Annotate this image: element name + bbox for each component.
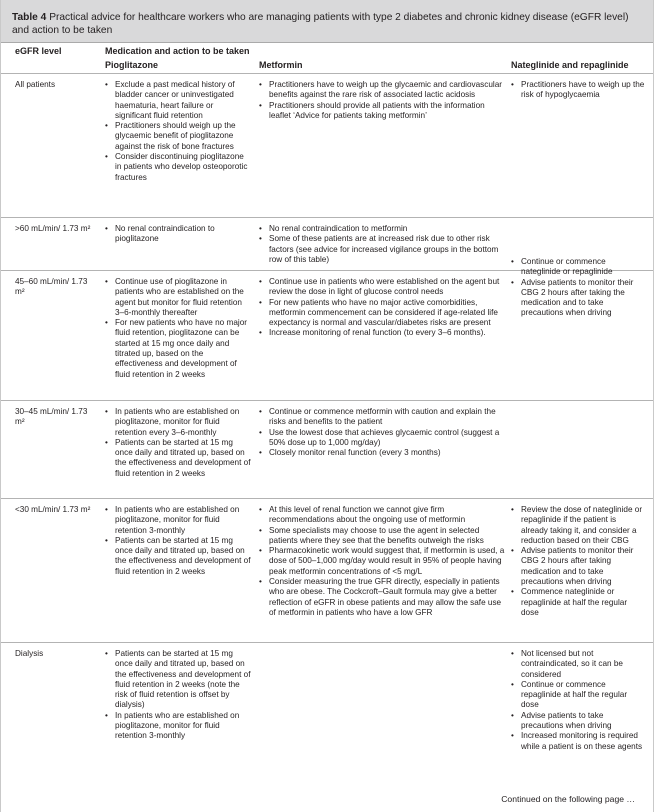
list-item: • Consider measuring the true GFR directly, especially in patients who are obese. The Cockcroft–Gault formula may give a better reflection of eGFR in obese patients and may allow the safe use of metformin in patients who have a low GFR — [259, 577, 505, 618]
list-item: • Continue or commence nateglinide or repaglinide — [511, 257, 645, 278]
metformin-cell — [259, 407, 505, 458]
table-row — [1, 73, 653, 217]
metformin-cell — [259, 277, 505, 339]
table-row — [1, 257, 653, 400]
egfr-level-cell: Dialysis — [15, 649, 44, 658]
header-nateglinide-repaglinide: Nateglinide and repaglinide — [511, 60, 629, 70]
list-item: • Practitioners should provide all patients with the information leaflet ‘Advice for patients taking metformin’ — [259, 101, 505, 122]
list-item: • Practitioners have to weigh up the glycaemic and cardiovascular benefits against the rare risk of associated lactic acidosis — [259, 80, 505, 101]
pioglitazone-cell — [105, 80, 251, 183]
list-item: • Advise patients to monitor their CBG 2 hours after taking medication and to take precautions when driving — [511, 546, 645, 587]
nateglinide-cell — [511, 80, 645, 101]
table-row — [1, 498, 653, 642]
list-item: • Patients can be started at 15 mg once daily and titrated up, based on the effectiveness and development of fluid retention in 2 weeks (note the risk of fluid retention is offset by dialysis) — [105, 649, 251, 711]
list-item: • Commence nateglinide or repaglinide at half the regular dose — [511, 587, 645, 618]
list-item: • Exclude a past medical history of bladder cancer or uninvestigated haematuria, heart failure or significant fluid retention — [105, 80, 251, 121]
list-item: • Continue use in patients who were established on the agent but review the dose in light of glucose control needs — [259, 277, 505, 298]
list-item: • Review the dose of nateglinide or repaglinide if the patient is already taking it, and consider a reduction based on their CBG — [511, 505, 645, 546]
list-item: • In patients who are established on pioglitazone, monitor for fluid retention every 3–6-monthly — [105, 407, 251, 438]
list-item: • Consider discontinuing pioglitazone in patients who develop osteoporotic fractures — [105, 152, 251, 183]
pioglitazone-cell — [105, 277, 251, 380]
header-pioglitazone: Pioglitazone — [105, 60, 159, 70]
list-item: • For new patients who have no major active comorbidities, metformin commencement can be considered if age-related life expectancy is normal and vascular/diabetes risks are present — [259, 298, 505, 329]
list-item: • Not licensed but not contraindicated, so it can be considered — [511, 649, 645, 680]
metformin-cell — [259, 80, 505, 121]
table-caption-text: Practical advice for healthcare workers who are managing patients with type 2 diabetes and chronic kidney disease (eGFR level) and action to be taken — [12, 12, 629, 36]
list-item: • For new patients who have no major fluid retention, pioglitazone can be started at 15 mg once daily and titrated up, based on the effectiveness and development of fluid retention in 2 weeks — [105, 318, 251, 380]
egfr-level-cell: 30–45 mL/min/ 1.73 m² — [15, 407, 88, 427]
list-item: • In patients who are established on pioglitazone, monitor for fluid retention 3-monthly — [105, 711, 251, 742]
metformin-cell — [259, 224, 505, 265]
list-item: • Patients can be started at 15 mg once daily and titrated up, based on the effectiveness and development of fluid retention in 2 weeks — [105, 536, 251, 577]
header-row-secondary — [1, 59, 653, 73]
list-item: • No renal contraindication to pioglitazone — [105, 224, 251, 245]
header-egfr-level: eGFR level — [15, 46, 62, 56]
list-item: • Some of these patients are at increased risk due to other risk factors (see advice for increased vigilance groups in the bottom row of this table) — [259, 234, 505, 265]
egfr-level-cell: <30 mL/min/ 1.73 m² — [15, 505, 91, 514]
header-medication-group: Medication and action to be taken — [105, 46, 250, 56]
list-item: • Advise patients to monitor their CBG 2 hours after taking the medication and to take precautions when driving — [511, 278, 645, 319]
pioglitazone-cell — [105, 505, 251, 577]
list-item: • At this level of renal function we cannot give firm recommendations about the ongoing use of metformin — [259, 505, 505, 526]
list-item: • No renal contraindication to metformin — [259, 224, 505, 234]
list-item: • Continue use of pioglitazone in patients who are established on the agent but monitor for fluid retention 3–6-monthly thereafter — [105, 277, 251, 318]
list-item: • In patients who are established on pioglitazone, monitor for fluid retention 3-monthly — [105, 505, 251, 536]
list-item: • Increase monitoring of renal function (to every 3–6 months). — [259, 328, 505, 338]
table-caption — [1, 0, 653, 42]
list-item: • Practitioners should weigh up the glycaemic benefit of pioglitazone against the risk of bone fractures — [105, 121, 251, 152]
list-item: • Continue or commence repaglinide at half the regular dose — [511, 680, 645, 711]
pioglitazone-cell — [105, 649, 251, 742]
header-row-primary — [1, 42, 653, 59]
metformin-cell — [259, 505, 505, 618]
list-item: • Practitioners have to weigh up the risk of hypoglycaemia — [511, 80, 645, 101]
header-metformin: Metformin — [259, 60, 303, 70]
egfr-level-cell: >60 mL/min/ 1.73 m² — [15, 224, 91, 233]
list-item: • Patients can be started at 15 mg once daily and titrated up, based on the effectiveness and development of fluid retention in 2 weeks — [105, 438, 251, 479]
table-row — [1, 642, 653, 788]
egfr-level-cell: 45–60 mL/min/ 1.73 m² — [15, 277, 88, 297]
nateglinide-cell — [511, 257, 645, 319]
list-item: • Increased monitoring is required while a patient is on these agents — [511, 731, 645, 752]
list-item: • Some specialists may choose to use the agent in selected patients where they see that the benefits outweigh the risks — [259, 526, 505, 547]
list-item: • Pharmacokinetic work would suggest that, if metformin is used, a dose of 500–1,000 mg/day would result in 95% of people having peak metformin concentrations of <5 mg/L — [259, 546, 505, 577]
pioglitazone-cell — [105, 224, 251, 245]
egfr-level-cell: All patients — [15, 80, 56, 89]
table-label: Table 4 — [12, 12, 47, 23]
list-item: • Closely monitor renal function (every 3 months) — [259, 448, 505, 458]
pioglitazone-cell — [105, 407, 251, 479]
nateglinide-cell — [511, 649, 645, 752]
nateglinide-cell — [511, 505, 645, 618]
list-item: • Advise patients to take precautions when driving — [511, 711, 645, 732]
list-item: • Continue or commence metformin with caution and explain the risks and benefits to the patient — [259, 407, 505, 428]
continued-note: Continued on the following page … — [501, 794, 635, 804]
list-item: • Use the lowest dose that achieves glycaemic control (suggest a 50% dose up to 1,000 mg/day) — [259, 428, 505, 449]
table-row — [1, 400, 653, 498]
